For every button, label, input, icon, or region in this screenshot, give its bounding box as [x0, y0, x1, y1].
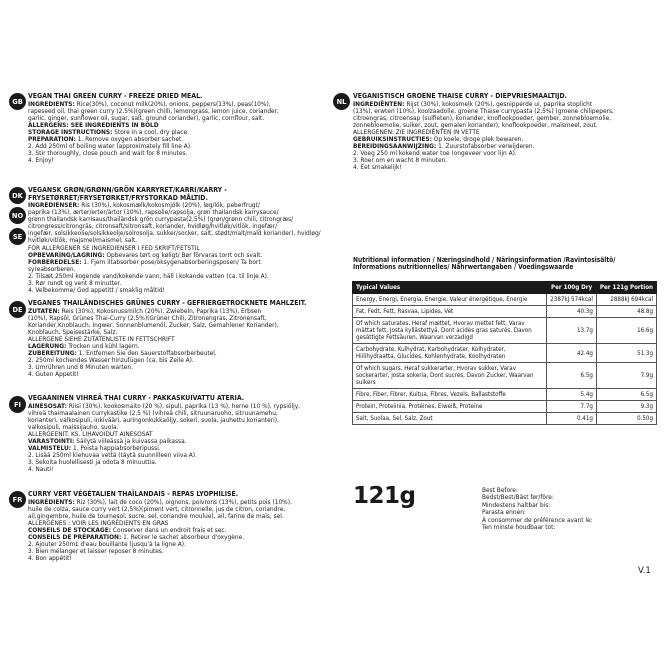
nutrition-cell-label: Of which saturates, Heraf mættet, Hvorav mettet fett, Varav mättat fett, Josta kyllästettyä, Dont acides gras saturés, Davon gesättigte Fettsäuren, Waarvan verzadigd	[353, 318, 547, 344]
line-text: ALLERGENEN: ZIE INGREDIËNTEN IN VETTE	[353, 127, 480, 136]
nutrition-body	[353, 294, 657, 425]
section-lines	[28, 202, 338, 294]
line-label: INGREDIENTS:	[28, 99, 75, 108]
line-text: citroengras, citroensap (sulfieten), koriander, knoflookpoeder, gember, zonnebloemolie,	[353, 113, 612, 122]
section-line	[28, 548, 338, 555]
line-label: INGREDIENSER:	[28, 201, 80, 209]
line-label: VARASTOINTI:	[28, 436, 75, 445]
nutrition-cell-per100: 0.41g	[547, 413, 597, 425]
line-text: 4. Eet smakelijk!	[353, 163, 402, 172]
section-title: VEGANISTISCH GROENE THAISE CURRY - DIEPVRIESMAALTIJD.	[353, 92, 567, 100]
language-badge-dk: DK	[9, 187, 26, 204]
line-text: 1. Fjern iltabsorber pose/oksygenabsorberingsposen/ Ta bort	[81, 257, 261, 266]
nutrition-cell-portion: 48.8g	[596, 306, 656, 318]
line-text: Säilytä viileässä ja kuivassa paikassa.	[74, 436, 187, 445]
nutrition-cell-portion: 16.6g	[596, 318, 656, 344]
nutrition-cell-label: Fat, Fedt, Fett, Rasvaa, Lipides, Vet	[353, 306, 547, 318]
section-line	[28, 466, 338, 473]
table-row	[353, 389, 657, 401]
line-text: ail,gingembre, huile de tournesol, sucre, sel, coriandre moulue), ail, farine de maïs, sel.	[28, 511, 284, 520]
line-text: 3. Sekoita huolellisesti ja odota 8 minuuttia.	[28, 458, 157, 467]
language-badge-de: DE	[9, 301, 26, 318]
section-nl	[353, 93, 658, 171]
nutrition-cell-per100: 2387kJ 574kcal	[547, 294, 597, 306]
language-badge-no: NO	[9, 207, 26, 224]
line-label: VALMISTELU:	[28, 444, 72, 453]
best-before-line: Best Before:	[482, 486, 518, 494]
table-row	[353, 318, 657, 344]
language-badge-fr: FR	[9, 491, 26, 508]
line-text: Store in a cool, dry place.	[112, 127, 189, 136]
nutrition-heading-line: Informations nutritionnelles/ Nährwertangaben / Voedingswaarde	[353, 263, 574, 272]
nutrition-cell-portion: 9.3g	[596, 401, 656, 413]
header-typical-values: Typical Values	[353, 282, 547, 294]
section-lines	[28, 403, 338, 474]
nutrition-cell-label: Of which sugars, Heraf sukkerarter, Hvorav sukker, Varav sockerarter, Josta sokeria, Dont sucres, Davon Zucker, Waarvan suikers	[353, 363, 547, 389]
section-title: VEGANES THAILÄNDISCHES GRÜNES CURRY - GEFRIERGETROCKNETE MAHLZEIT.	[28, 299, 307, 307]
section-title: VEGAANINEN VIHREÄ THAI CURRY - PAKKASKUIVATTU ATERIA.	[28, 394, 245, 402]
table-row	[353, 344, 657, 363]
best-before-line: Bedst/Best/Bäst før/före:	[482, 493, 554, 502]
nutrition-cell-per100: 40.3g	[547, 306, 597, 318]
section-title: VEGANSK GRØN/GRØNN/GRÖN KARRYRET/KARRI/KARRY - FRYSETØRRET/FRYSETØRKET/FRYSTORKAD MÅLTID.	[28, 186, 227, 202]
line-text: (10%), Rapsöl, Grünes Thai-Curry (2,5%)(Grüner Chili, Zitronengras, Zitronensaft,	[28, 313, 267, 322]
line-text: 1. Remove oxygen absorber sachet.	[75, 134, 184, 143]
line-label: STORAGE INSTRUCTIONS:	[28, 127, 113, 136]
line-text: 2. 250ml kochendes Wasser hinzufügen (ca. bis Zeile A).	[28, 356, 194, 365]
section-title: CURRY VERT VÉGÉTALIEN THAÏLANDAIS - REPAS LYOPHILISÉ.	[28, 490, 239, 498]
line-text: 3. Umrühren und 8 Minuten warten.	[28, 363, 133, 372]
section-fi	[28, 395, 338, 473]
line-label: PREPARATION:	[28, 134, 76, 143]
line-text: (13%), erwten (10%), koolzaadolie, groene Thaise currypasta (2,5%) (groene chilipepers,	[353, 106, 614, 115]
line-text: Koriander,Knoblauch, Ingwer, Sonnenblumenöl, Zucker, Salz, Gemahlener Koriander),	[28, 320, 279, 329]
section-lines	[28, 499, 338, 563]
line-label: ZUTATEN:	[28, 306, 60, 315]
language-badge-fi: FI	[9, 396, 26, 413]
line-text: 2. Tilsæt 250ml kogende vand/kokende vann, häll i kokande vatten (ca. til linje A).	[28, 271, 269, 280]
nutrition-cell-label: Energy, Energi, Energia, Energie, Valeur énergétique, Energie	[353, 294, 547, 306]
line-text: 4. Bon appétit!	[28, 554, 72, 563]
line-text: Opbevares tørt og køligt/ Bør förvaras torrt och svalt.	[104, 250, 263, 259]
line-text: Ris (30%), kokosmælk/kokosmjölk (20%), løg/lök, peberfrugt/	[79, 201, 260, 209]
header-per-portion: Per 121g Portion	[596, 282, 656, 294]
line-text: 3. Stir thoroughly, close pouch and wait for 8 minutes.	[28, 149, 188, 158]
line-text: Rijst (30%), kokosmelk (20%), gesnipperde ui, paprika stoplicht	[404, 99, 593, 108]
line-text: zonnebloemolie, suiker, zout, gemalen koriander), knoflookpoeder, maïsmeel, zout.	[353, 120, 598, 129]
line-label: AINESOSAT:	[28, 401, 67, 410]
nutrition-cell-label: Protein, Proteiinia, Protéines, Eiweiß, Proteïne	[353, 401, 547, 413]
nutrition-heading-line: Nutritional information / Næringsindhold / Näringsinformation /Ravintosisältö/	[353, 256, 616, 264]
section-line	[28, 150, 338, 157]
nutrition-cell-label: Salt, Suolaa, Sel, Salz, Zout	[353, 413, 547, 425]
nutrition-cell-per100: 7.7g	[547, 401, 597, 413]
section-lines	[28, 308, 338, 379]
nutrition-heading	[353, 257, 658, 271]
section-lines	[353, 101, 658, 172]
nutrition-header-row	[353, 282, 657, 294]
line-label: ALLERGENS: SEE INGREDIENTS IN BOLD	[28, 120, 159, 129]
line-text: FOR ALLERGENER SE INGREDIENSER I FED SKRIFT/FETSTIL	[28, 243, 200, 252]
line-text: rapeseed oil, thai green curry (2.5%)(green chilli, lemongrass, lemon juice, coriander,	[28, 106, 279, 115]
best-before-line: Mindestens haltbar bis:	[482, 500, 551, 509]
line-text: Reis (30%), Kokosnussmilch (20%), Zwiebeln, Paprika (13%), Erbsen	[59, 306, 262, 315]
line-text: 2. Add 250ml of boiling water (approximately fill line A).	[28, 142, 192, 151]
line-text: citrongress/citrongräs, citronsaft/sitronsaft, koriander, hvidløg/hvitløk/vitlök, ingefær/	[28, 222, 278, 231]
line-text: Knoblauch, Speisestärke, Salz.	[28, 327, 118, 336]
line-text: 1. Entfernen Sie den Sauerstoffabsorberbeutel.	[76, 349, 217, 358]
version-label: V.1	[638, 566, 651, 576]
nutrition-cell-per100: 5.4g	[547, 389, 597, 401]
line-text: 3. Rør rundt og vent 8 minutter.	[28, 279, 122, 288]
nutrition-cell-portion: 6.5g	[596, 389, 656, 401]
line-label: FORBEREDELSE:	[28, 257, 82, 266]
best-before-block	[482, 487, 593, 531]
nutrition-table	[352, 281, 657, 425]
table-row	[353, 401, 657, 413]
section-de	[28, 300, 338, 378]
nutrition-cell-portion: 7.9g	[596, 363, 656, 389]
section-line	[28, 555, 338, 562]
line-label: LAGERUNG:	[28, 341, 67, 350]
line-text: Op koele, droge plek bewaren.	[431, 134, 524, 143]
table-row	[353, 413, 657, 425]
line-text: paprika (13%), ærter/erter/ärtor (10%), rapsolie/rapsolja, grøn thailandsk karrysauce/	[28, 208, 279, 217]
table-row	[353, 363, 657, 389]
nutrition-cell-label: Fibre, Fiber, Fibrer, Kuitua, Fibres, Vezels, Ballaststoffe	[353, 389, 547, 401]
line-text: 4. Velbekomme/ God appetitt / smaklig måltid!	[28, 286, 165, 295]
line-text: ALLERGENE SIEHE ZUTATENLISTE IN FETTSCHRIFT	[28, 334, 175, 343]
nutrition-cell-label: Carbohydrate, Kulhydrat, Karbohydrater, Kolhydrater, Hiilihydraatta, Glucides, Kohlenhydrate, Koolhydraten	[353, 344, 547, 363]
line-text: ingefær, solsikkeolie/solsikkeolje/solrosolja, sukker/socker, salt, stødt/malt/mald koriander), hvidløg/	[28, 229, 321, 238]
line-text: Rice(30%), coconut milk(20%), onions, peppers(13%), peas(10%),	[74, 99, 271, 108]
nutrition-cell-portion: 2888kJ 694kcal	[596, 294, 656, 306]
header-per-100g: Per 100g Dry	[547, 282, 597, 294]
best-before-line: Parasta ennen:	[482, 508, 526, 517]
line-label: GEBRUIKSINSTRUCTIES:	[353, 134, 432, 143]
line-text: 3. Roer om en wacht 8 minuten.	[353, 156, 448, 165]
line-text: 4. Guten Appetit!	[28, 370, 79, 379]
section-line	[28, 371, 338, 378]
line-text: syreabsorberen.	[28, 264, 76, 273]
line-text: Riisi (30%), kookosmaito (20 %), sipuli, paprika (13 %), herne (10 %), rypsiöljy,	[66, 401, 301, 410]
line-text: valkosipuli, maissijauho, suola.	[28, 422, 119, 431]
best-before-line: Ten minste houdbaar tot:	[482, 523, 556, 532]
section-line	[28, 459, 338, 466]
line-text: Trocken und kühl lagern.	[66, 341, 140, 350]
line-text: garlic, ginger, sunflower oil, sugar, salt, ground coriander), garlic, cornflour, salt.	[28, 113, 265, 122]
line-text: 1. Retirer le sachet absorbeur d'oxygène.	[121, 532, 245, 541]
section-lines	[28, 101, 338, 165]
line-text: 2. Ajouter 250mL d'eau bouillante (jusqu'à la ligne A).	[28, 540, 186, 549]
line-label: OPBEVARING/LAGRING:	[28, 250, 105, 259]
nutrition-cell-per100: 13.7g	[547, 318, 597, 344]
line-text: 4. Enjoy!	[28, 156, 54, 165]
line-text: 4. Nauti!	[28, 465, 54, 474]
line-label: CONSEILS DE PRÉPARATION:	[28, 532, 122, 541]
nutrition-cell-portion: 51.3g	[596, 344, 656, 363]
line-text: Conserver dans un endroit frais et sec.	[111, 525, 227, 534]
language-badge-se: SE	[9, 228, 26, 245]
section-title: VEGAN THAI GREEN CURRY - FREEZE DRIED MEAL.	[28, 92, 203, 100]
section-line	[353, 164, 658, 171]
line-text: 1. Zuurstofabsorber verwijderen.	[436, 142, 535, 151]
line-text: vihreä thaimaalainen currykastike (2,5 %) (vihreä chili, sitruunaruoho, sitruunamehu,	[28, 408, 278, 417]
line-text: 1. Poista happiabsorberipussi.	[71, 444, 161, 453]
section-nordic	[28, 187, 338, 294]
line-text: hvitløk/vitlök, majsmel/maismel, salt.	[28, 236, 138, 245]
net-weight: 121g	[353, 483, 416, 509]
line-label: ZUBEREITUNG:	[28, 349, 77, 358]
line-text: Riz (30%), lait de coco (20%), oignons, poivrons (13%), petits pois (10%),	[74, 497, 292, 506]
section-gb	[28, 93, 338, 164]
line-text: ALLERGEENIT: KS. LIHAVOIDUT AINESOSAT	[28, 429, 153, 438]
line-label: BEREIDINGSAANWIJZING:	[353, 142, 437, 151]
language-badge-gb: GB	[9, 93, 26, 110]
line-text: 2. Voeg 250 ml kokend water toe (ongeveer voor lijn A).	[353, 149, 517, 158]
line-label: INGREDIËNTEN:	[353, 99, 405, 108]
line-text: 2. Lisää 250ml kiehuvaa vettä (täytä suunnilleen viiva A).	[28, 451, 197, 460]
line-text: ALLERGÈNES : VOIR LES INGRÉDIENTS EN GRAS	[28, 518, 169, 527]
line-label: CONSEILS DE STOCKAGE:	[28, 525, 112, 534]
line-text: korianteri, valkosipuli, inkivääri, auringonkukkaöljy, sokeri, suola, jauhettu korianteri),	[28, 415, 279, 424]
nutrition-cell-per100: 6.5g	[547, 363, 597, 389]
line-text: grønn thailandsk karrisaus/thailändsk grön currypasta(2,5%) (grøn/grønn chili, citrongræs/	[28, 215, 294, 224]
section-fr	[28, 491, 338, 562]
section-line	[28, 157, 338, 164]
section-line	[28, 287, 338, 294]
table-row	[353, 294, 657, 306]
line-text: huile de colza, sauce curry vert (2,5%)(piment vert, citronnelle, jus de citron, coriandre,	[28, 504, 286, 513]
table-row	[353, 306, 657, 318]
line-text: 3. Bien mélanger et laisser reposer 8 minutes.	[28, 547, 164, 556]
nutrition-cell-per100: 42.4g	[547, 344, 597, 363]
language-badge-nl: NL	[333, 93, 350, 110]
line-label: INGRÉDIENTS:	[28, 497, 75, 506]
nutrition-cell-portion: 0.50g	[596, 413, 656, 425]
best-before-line: À consommer de préférence avant le:	[482, 515, 593, 524]
